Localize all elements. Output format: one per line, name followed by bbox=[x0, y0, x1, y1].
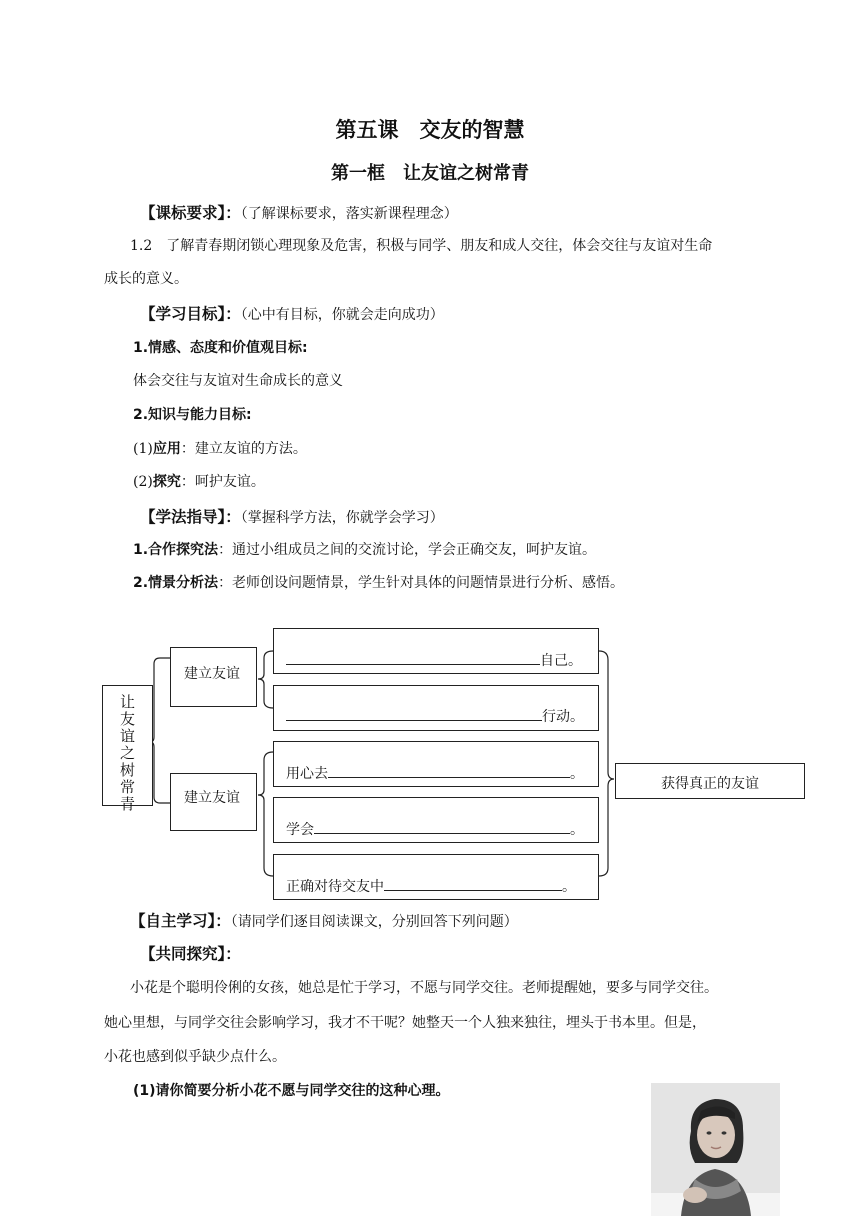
result-label: 获得真正的友谊 bbox=[661, 776, 759, 792]
branch-1-label: 建立友谊 bbox=[184, 666, 240, 682]
goals-label: 【学习目标】： bbox=[140, 305, 241, 323]
story-line-3: 小花也感到似乎缺少点什么。 bbox=[104, 1049, 286, 1065]
fill-box-self bbox=[273, 628, 599, 674]
goal-1-body: 体会交往与友谊对生命成长的意义 bbox=[133, 373, 343, 389]
goal-2-heading-text: 2.知识与能力目标: bbox=[133, 407, 252, 423]
branch1-brace bbox=[258, 651, 273, 708]
question-1 bbox=[133, 1080, 450, 1100]
branch2-brace bbox=[258, 752, 273, 876]
answer-blank[interactable] bbox=[286, 708, 542, 721]
fill-prefix-heart: 用心去 bbox=[286, 766, 328, 782]
fill-box-correct bbox=[273, 854, 599, 900]
girl-photo bbox=[651, 1083, 780, 1216]
question-1-text: (1)请你简要分析小花不愿与同学交往的这种心理。 bbox=[133, 1083, 450, 1099]
method-1-text: ：通过小组成员之间的交流讨论，学会正确交友，呵护友谊。 bbox=[218, 542, 597, 558]
methods-note: （掌握科学方法，你就学会学习） bbox=[240, 510, 444, 526]
branch-box-2 bbox=[170, 773, 257, 831]
curriculum-label: 【课标要求】： bbox=[140, 204, 241, 222]
result-box bbox=[615, 763, 805, 799]
method-2-key: 2.情景分析法 bbox=[133, 575, 219, 591]
fill-line-correct bbox=[286, 876, 576, 896]
fill-box-action bbox=[273, 685, 599, 731]
fill-suffix-heart: 。 bbox=[570, 766, 584, 782]
branch-2-label: 建立友谊 bbox=[184, 790, 240, 806]
self-study-heading bbox=[130, 909, 518, 931]
fill-line-action bbox=[286, 706, 584, 726]
fill-suffix-correct: 。 bbox=[562, 879, 576, 895]
goal-2b-key: 探究 bbox=[152, 474, 181, 490]
story-line-1: 小花是个聪明伶俐的女孩，她总是忙于学习，不愿与同学交往。老师提醒她，要多与同学交往。 bbox=[130, 980, 718, 996]
fill-box-learn bbox=[273, 797, 599, 843]
answer-blank[interactable] bbox=[328, 765, 570, 778]
branch-box-1 bbox=[170, 647, 257, 707]
goals-note: （心中有目标，你就会走向成功） bbox=[240, 307, 444, 323]
explore-label: 【共同探究】： bbox=[140, 945, 241, 963]
root-brace bbox=[150, 658, 170, 803]
result-brace bbox=[599, 651, 614, 876]
root-box bbox=[102, 685, 153, 813]
story-line-2: 她心里想，与同学交往会影响学习，我才不干呢？她整天一个人独来独往，埋头于书本里。但是， bbox=[104, 1015, 706, 1031]
method-1-key: 1.合作探究法 bbox=[133, 542, 219, 558]
answer-blank[interactable] bbox=[286, 652, 540, 665]
fill-suffix-self: 自己。 bbox=[540, 653, 582, 669]
curriculum-note: （了解课标要求，落实新课程理念） bbox=[240, 206, 458, 222]
fill-suffix-learn: 。 bbox=[570, 822, 584, 838]
fill-line-self bbox=[286, 650, 582, 670]
methods-label: 【学法指导】： bbox=[140, 508, 241, 526]
lesson-title: 第五课 交友的智慧 bbox=[335, 118, 525, 142]
goal-2b-text: ：呵护友谊。 bbox=[180, 474, 265, 490]
fill-line-heart bbox=[286, 763, 584, 783]
fill-prefix-learn: 学会 bbox=[286, 822, 314, 838]
fill-box-heart bbox=[273, 741, 599, 787]
fill-suffix-action: 行动。 bbox=[542, 709, 584, 725]
goal-2a-number: (1) bbox=[133, 441, 153, 457]
goal-2a-text: ：建立友谊的方法。 bbox=[180, 441, 307, 457]
fill-line-learn bbox=[286, 819, 584, 839]
goal-1-heading-text: 1.情感、态度和价值观目标: bbox=[133, 340, 308, 356]
method-2-text: ：老师创设问题情景，学生针对具体的问题情景进行分析、感悟。 bbox=[218, 575, 625, 591]
explore-heading bbox=[140, 942, 241, 964]
fill-prefix-correct: 正确对待交友中 bbox=[286, 879, 384, 895]
section-subtitle: 第一框 让友谊之树常青 bbox=[331, 163, 529, 184]
self-study-note: （请同学们逐目阅读课文，分别回答下列问题） bbox=[230, 914, 518, 930]
goal-2b-number: (2) bbox=[133, 474, 153, 490]
goal-2a-key: 应用 bbox=[152, 441, 181, 457]
curriculum-line-1: 1.2 了解青春期闭锁心理现象及危害，积极与同学、朋友和成人交往，体会交往与友谊对生命 bbox=[130, 238, 713, 254]
curriculum-line-2: 成长的意义。 bbox=[104, 271, 188, 287]
girl-illustration bbox=[651, 1083, 780, 1216]
answer-blank[interactable] bbox=[314, 821, 570, 834]
self-study-label: 【自主学习】： bbox=[130, 912, 231, 930]
answer-blank[interactable] bbox=[384, 878, 562, 891]
root-label: 让友谊之树常青 bbox=[119, 693, 135, 813]
